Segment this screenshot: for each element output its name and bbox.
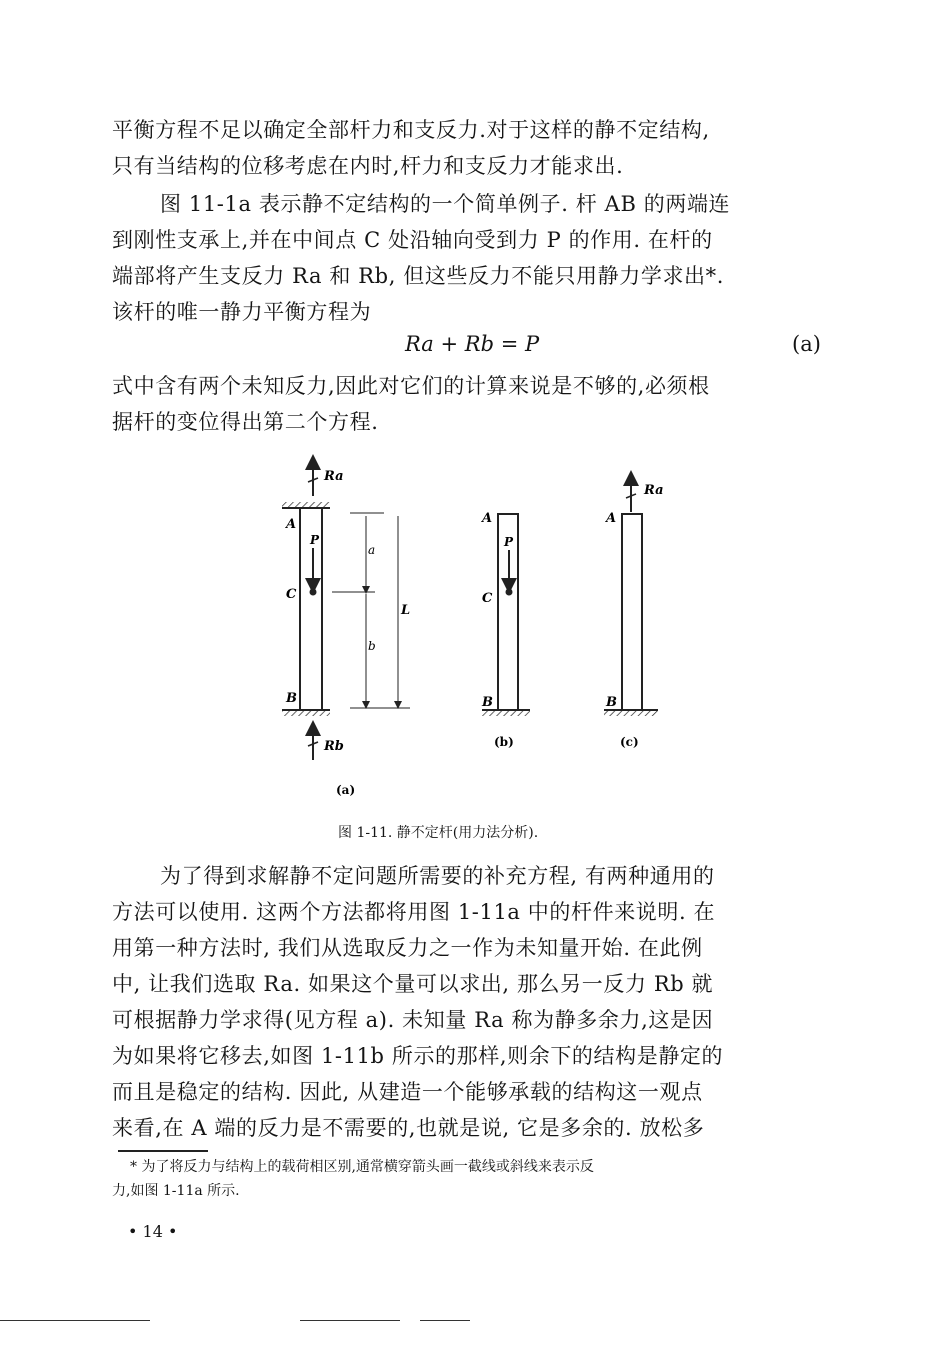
label-a-c: A	[606, 511, 617, 526]
label-p-b: P	[504, 535, 514, 549]
paragraph-4-line-2: 方法可以使用. 这两个方法都将用图 1-11a 中的杆件来说明. 在	[112, 900, 716, 924]
paragraph-2-line-2: 到刚性支承上,并在中间点 C 处沿轴向受到力 P 的作用. 在杆的	[112, 228, 713, 252]
page-number: • 14 •	[128, 1222, 178, 1241]
paragraph-4-line-1: 为了得到求解静不定问题所需要的补充方程, 有两种通用的	[160, 864, 715, 888]
scan-edge-line	[420, 1320, 470, 1321]
paragraph-4-line-7: 而且是稳定的结构. 因此, 从建造一个能够承载的结构这一观点	[112, 1080, 703, 1104]
equation-a: Ra + Rb = P	[405, 332, 540, 356]
label-c-a: C	[286, 587, 297, 602]
label-dim-b: b	[368, 639, 376, 653]
subfigure-b	[480, 511, 530, 749]
figure-1-11	[260, 450, 680, 810]
paragraph-4-line-4: 中, 让我们选取 Ra. 如果这个量可以求出, 那么另一反力 Rb 就	[112, 972, 714, 996]
subfigure-c	[604, 478, 664, 749]
scan-edge-line	[300, 1320, 400, 1321]
subfigure-a-label: (a)	[336, 783, 356, 797]
equation-tag: (a)	[792, 332, 821, 356]
label-a-b: A	[482, 511, 493, 526]
paragraph-2-line-3: 端部将产生支反力 Ra 和 Rb, 但这些反力不能只用静力学求出*.	[112, 264, 725, 288]
label-ra-c: Ra	[644, 483, 664, 498]
label-rb-a: Rb	[324, 739, 344, 754]
paragraph-2-line-1: 图 11-1a 表示静不定结构的一个简单例子. 杆 AB 的两端连	[160, 192, 731, 216]
subfigure-c-label: (c)	[620, 735, 639, 749]
paragraph-1-line-1: 平衡方程不足以确定全部杆力和支反力.对于这样的静不定结构,	[112, 118, 710, 142]
label-dim-a: a	[368, 543, 376, 557]
paragraph-4-line-5: 可根据静力学求得(见方程 a). 未知量 Ra 称为静多余力,这是因	[112, 1008, 714, 1032]
paragraph-2-line-4: 该杆的唯一静力平衡方程为	[112, 300, 372, 324]
footnote-line-2: 力,如图 1-11a 所示.	[112, 1183, 240, 1199]
subfigure-a	[282, 462, 410, 797]
subfigure-b-label: (b)	[494, 735, 514, 749]
paragraph-1-line-2: 只有当结构的位移考虑在内时,杆力和支反力才能求出.	[112, 154, 624, 178]
footnote-rule	[118, 1150, 208, 1152]
label-b-c: B	[606, 695, 617, 710]
paragraph-4-line-3: 用第一种方法时, 我们从选取反力之一作为未知量开始. 在此例	[112, 936, 703, 960]
paragraph-3-line-1: 式中含有两个未知反力,因此对它们的计算来说是不够的,必须根	[112, 374, 710, 398]
label-b-b: B	[482, 695, 493, 710]
label-b-a: B	[286, 691, 297, 706]
paragraph-3-line-2: 据杆的变位得出第二个方程.	[112, 410, 379, 434]
footnote-line-1: * 为了将反力与结构上的载荷相区别,通常横穿箭头画一截线或斜线来表示反	[130, 1159, 594, 1175]
paragraph-4-line-6: 为如果将它移去,如图 1-11b 所示的那样,则余下的结构是静定的	[112, 1044, 724, 1068]
paragraph-4-line-8: 来看,在 A 端的反力是不需要的,也就是说, 它是多余的. 放松多	[112, 1116, 705, 1140]
label-p-a: P	[310, 533, 320, 547]
label-dim-l: L	[401, 603, 411, 618]
scan-edge-line	[0, 1320, 150, 1321]
figure-caption: 图 1-11. 静不定杆(用力法分析).	[338, 825, 539, 841]
label-c-b: C	[482, 591, 493, 606]
label-ra-a: Ra	[324, 469, 344, 484]
label-a-a: A	[286, 517, 297, 532]
